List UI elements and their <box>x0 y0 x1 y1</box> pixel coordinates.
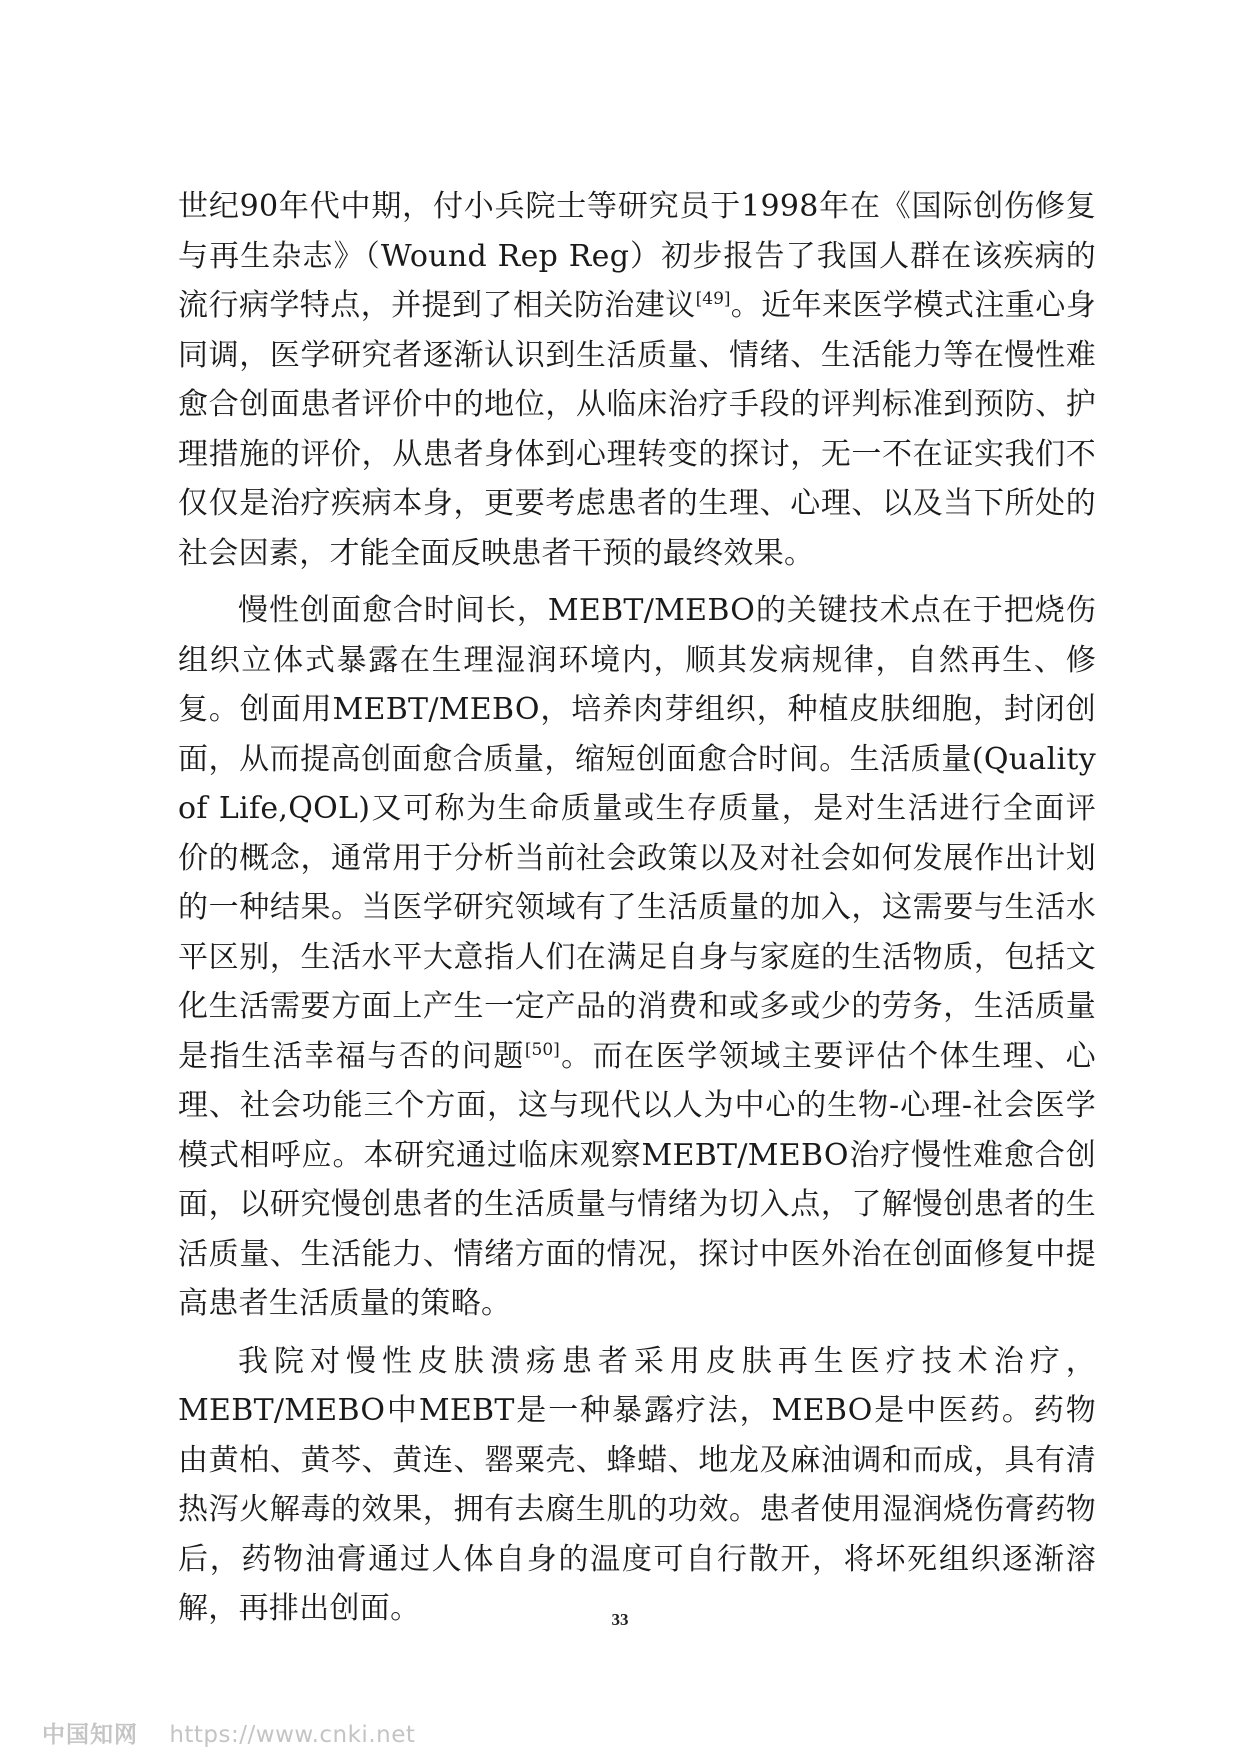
citation-49: [49] <box>695 289 731 309</box>
paragraph-1-text-a: 世纪90年代中期，付小兵院士等研究员于1998年在《国际创伤修复与再生杂志》（Wound Rep Reg）初步报告了我国人群在该疾病的流行病学特点，并提到了相关防治建议 <box>178 189 1096 323</box>
paragraph-2-text-b: 。而在医学领域主要评估个体生理、心理、社会功能三个方面，这与现代以人为中心的生物-心理-社会医学模式相呼应。本研究通过临床观察MEBT/MEBO治疗慢性难愈合创面，以研究慢创患者的生活质量与情绪为切入点，了解慢创患者的生活质量、生活能力、情绪方面的情况，探讨中医外治在创面修复中提高患者生活质量的策略。 <box>178 1038 1096 1321</box>
paragraph-2-text-a: 慢性创面愈合时间长，MEBT/MEBO的关键技术点在于把烧伤组织立体式暴露在生理湿润环境内，顺其发病规律，自然再生、修复。创面用MEBT/MEBO，培养肉芽组织，种植皮肤细胞，封闭创面，从而提高创面愈合质量，缩短创面愈合时间。生活质量(Quality of Life,QOL)又可称为生命质量或生存质量，是对生活进行全面评价的概念，通常用于分析当前社会政策以及对社会如何发展作出计划的一种结果。当医学研究领域有了生活质量的加入，这需要与生活水平区别，生活水平大意指人们在满足自身与家庭的生活物质，包括文化生活需要方面上产生一定产品的消费和或多或少的劳务，生活质量是指生活幸福与否的问题 <box>178 593 1096 1074</box>
page-number: 33 <box>611 1610 629 1629</box>
paragraph-1 <box>178 182 1096 578</box>
citation-50: [50] <box>524 1039 560 1060</box>
paragraph-3 <box>178 1337 1096 1634</box>
watermark-logo: 中国知网 <box>42 1722 138 1748</box>
body-text <box>178 182 1096 1634</box>
watermark-url[interactable]: https://www.cnki.net <box>169 1722 416 1748</box>
paragraph-3-text: 我院对慢性皮肤溃疡患者采用皮肤再生医疗技术治疗，MEBT/MEBO中MEBT是一种暴露疗法，MEBO是中医药。药物由黄柏、黄芩、黄连、罂粟壳、蜂蜡、地龙及麻油调和而成，具有清热泻火解毒的效果，拥有去腐生肌的功效。患者使用湿润烧伤膏药物后，药物油膏通过人体自身的温度可自行散开，将坏死组织逐渐溶解，再排出创面。 <box>178 1343 1096 1626</box>
paragraph-2 <box>178 586 1096 1329</box>
cnki-watermark <box>42 1716 415 1749</box>
paragraph-1-text-b: 。近年来医学模式注重心身同调，医学研究者逐渐认识到生活质量、情绪、生活能力等在慢性难愈合创面患者评价中的地位，从临床治疗手段的评判标准到预防、护理措施的评价，从患者身体到心理转变的探讨，无一不在证实我们不仅仅是治疗疾病本身，更要考虑患者的生理、心理、以及当下所处的社会因素，才能全面反映患者干预的最终效果。 <box>178 288 1096 571</box>
